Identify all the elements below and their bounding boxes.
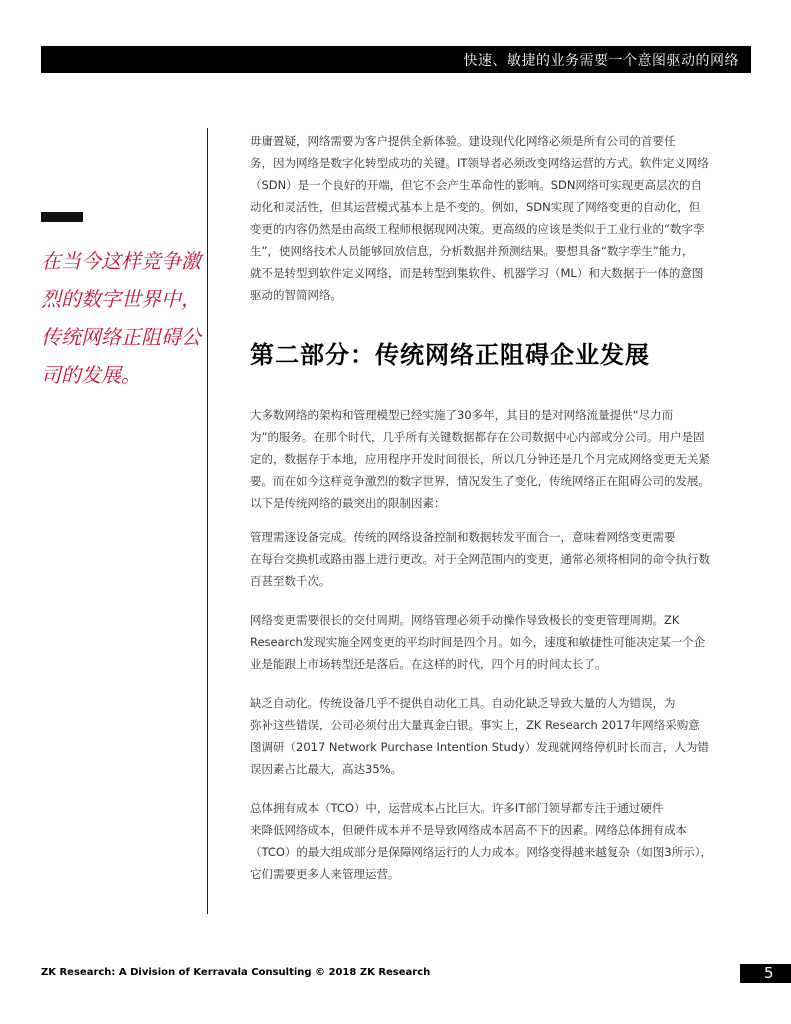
- text-line: 务，因为网络是数字化转型成功的关键。IT领导者必须改变网络运营的方式。软件定义网络: [250, 156, 709, 170]
- header-bar: [41, 46, 751, 73]
- pull-quote-line: 司的发展。: [41, 363, 141, 387]
- text-line: 来降低网络成本，但硬件成本并不是导致网络成本居高不下的因素。网络总体拥有成本: [250, 823, 687, 837]
- pull-quote-line: 传统网络正阻碍公: [41, 325, 201, 349]
- text-line: 总体拥有成本（TCO）中，运营成本占比巨大。许多IT部门领导都专注于通过硬件: [250, 801, 664, 815]
- text-line: 生”，使网络技术人员能够回放信息，分析数据并预测结果。要想具备“数字孪生”能力，: [250, 244, 694, 258]
- pull-quote-marker: [41, 212, 83, 222]
- text-line: 变更的内容仍然是由高级工程师根据现网决策。更高级的应该是类似于工业行业的“数字孪: [250, 222, 705, 236]
- text-line: 它们需要更多人来管理运营。: [250, 867, 400, 881]
- text-line: 误因素占比最大，高达35%。: [250, 762, 403, 776]
- page-number-box: [740, 964, 791, 983]
- body-paragraph: [250, 692, 724, 780]
- body-paragraph: [250, 797, 724, 885]
- text-line: 业是能跟上市场转型还是落后。在这样的时代，四个月的时间太长了。: [250, 657, 607, 671]
- body-paragraph: [250, 526, 724, 592]
- page-number: 5: [764, 964, 774, 982]
- section-heading: 第二部分：传统网络正阻碍企业发展: [250, 341, 650, 369]
- pull-quote-line: 烈的数字世界中，: [41, 287, 201, 311]
- text-line: 驱动的智简网络。: [250, 288, 342, 302]
- text-line: 缺乏自动化。传统设备几乎不提供自动化工具。自动化缺乏导致大量的人为错误，为: [250, 696, 676, 710]
- text-line: 管理需逐设备完成。传统的网络设备控制和数据转发平面合一，意味着网络变更需要: [250, 530, 676, 544]
- text-line: （TCO）的最大组成部分是保障网络运行的人力成本。网络变得越来越复杂（如图3所示），: [250, 845, 712, 859]
- header-title: 快速、敏捷的业务需要一个意图驱动的网络: [463, 53, 739, 69]
- text-line: 要。而在如今这样竞争激烈的数字世界，情况发生了变化，传统网络正在阻碍公司的发展。: [250, 474, 710, 488]
- text-line: 毋庸置疑，网络需要为客户提供全新体验。建设现代化网络必须是所有公司的首要任: [250, 134, 676, 148]
- text-line: 网络变更需要很长的交付周期。网络管理必须手动操作导致极长的变更管理周期。ZK: [250, 613, 680, 627]
- text-line: 在每台交换机或路由器上进行更改。对于全网范围内的变更，通常必须将相同的命令执行数: [250, 552, 710, 566]
- text-line: 动化和灵活性，但其运营模式基本上是不变的。例如，SDN实现了网络变更的自动化，但: [250, 200, 701, 214]
- text-line: 图调研（2017 Network Purchase Intention Study）发现就网络停机时长而言，人为错: [250, 740, 709, 754]
- body-paragraph: [250, 404, 724, 514]
- text-line: 就不是转型到软件定义网络，而是转型到集软件、机器学习（ML）和大数据于一体的意图: [250, 266, 704, 280]
- text-line: 定的，数据存于本地，应用程序开发时间很长，所以几分钟还是几个月完成网络变更无关紧: [250, 452, 710, 466]
- footer-copyright: ZK Research: A Division of Kerravala Consulting © 2018 ZK Research: [41, 967, 431, 978]
- pull-quote-line: 在当今这样竞争激: [41, 249, 201, 273]
- pull-quote: [41, 242, 201, 394]
- text-line: （SDN）是一个良好的开端，但它不会产生革命性的影响。SDN网络可实现更高层次的自: [250, 178, 703, 192]
- body-paragraph: [250, 609, 724, 675]
- text-line: 为”的服务。在那个时代，几乎所有关键数据都存在公司数据中心内部或分公司。用户是固: [250, 430, 705, 444]
- text-line: 百甚至数千次。: [250, 574, 331, 588]
- intro-paragraph: [250, 130, 724, 306]
- text-line: 以下是传统网络的最突出的限制因素：: [250, 496, 446, 510]
- text-line: Research发现实施全网变更的平均时间是四个月。如今，速度和敏捷性可能决定某一个企: [250, 635, 706, 649]
- column-divider: [207, 128, 208, 914]
- text-line: 弥补这些错误，公司必须付出大量真金白银。事实上，ZK Research 2017年网络采购意: [250, 718, 700, 732]
- text-line: 大多数网络的架构和管理模型已经实施了30多年，其目的是对网络流量提供“尽力而: [250, 408, 674, 422]
